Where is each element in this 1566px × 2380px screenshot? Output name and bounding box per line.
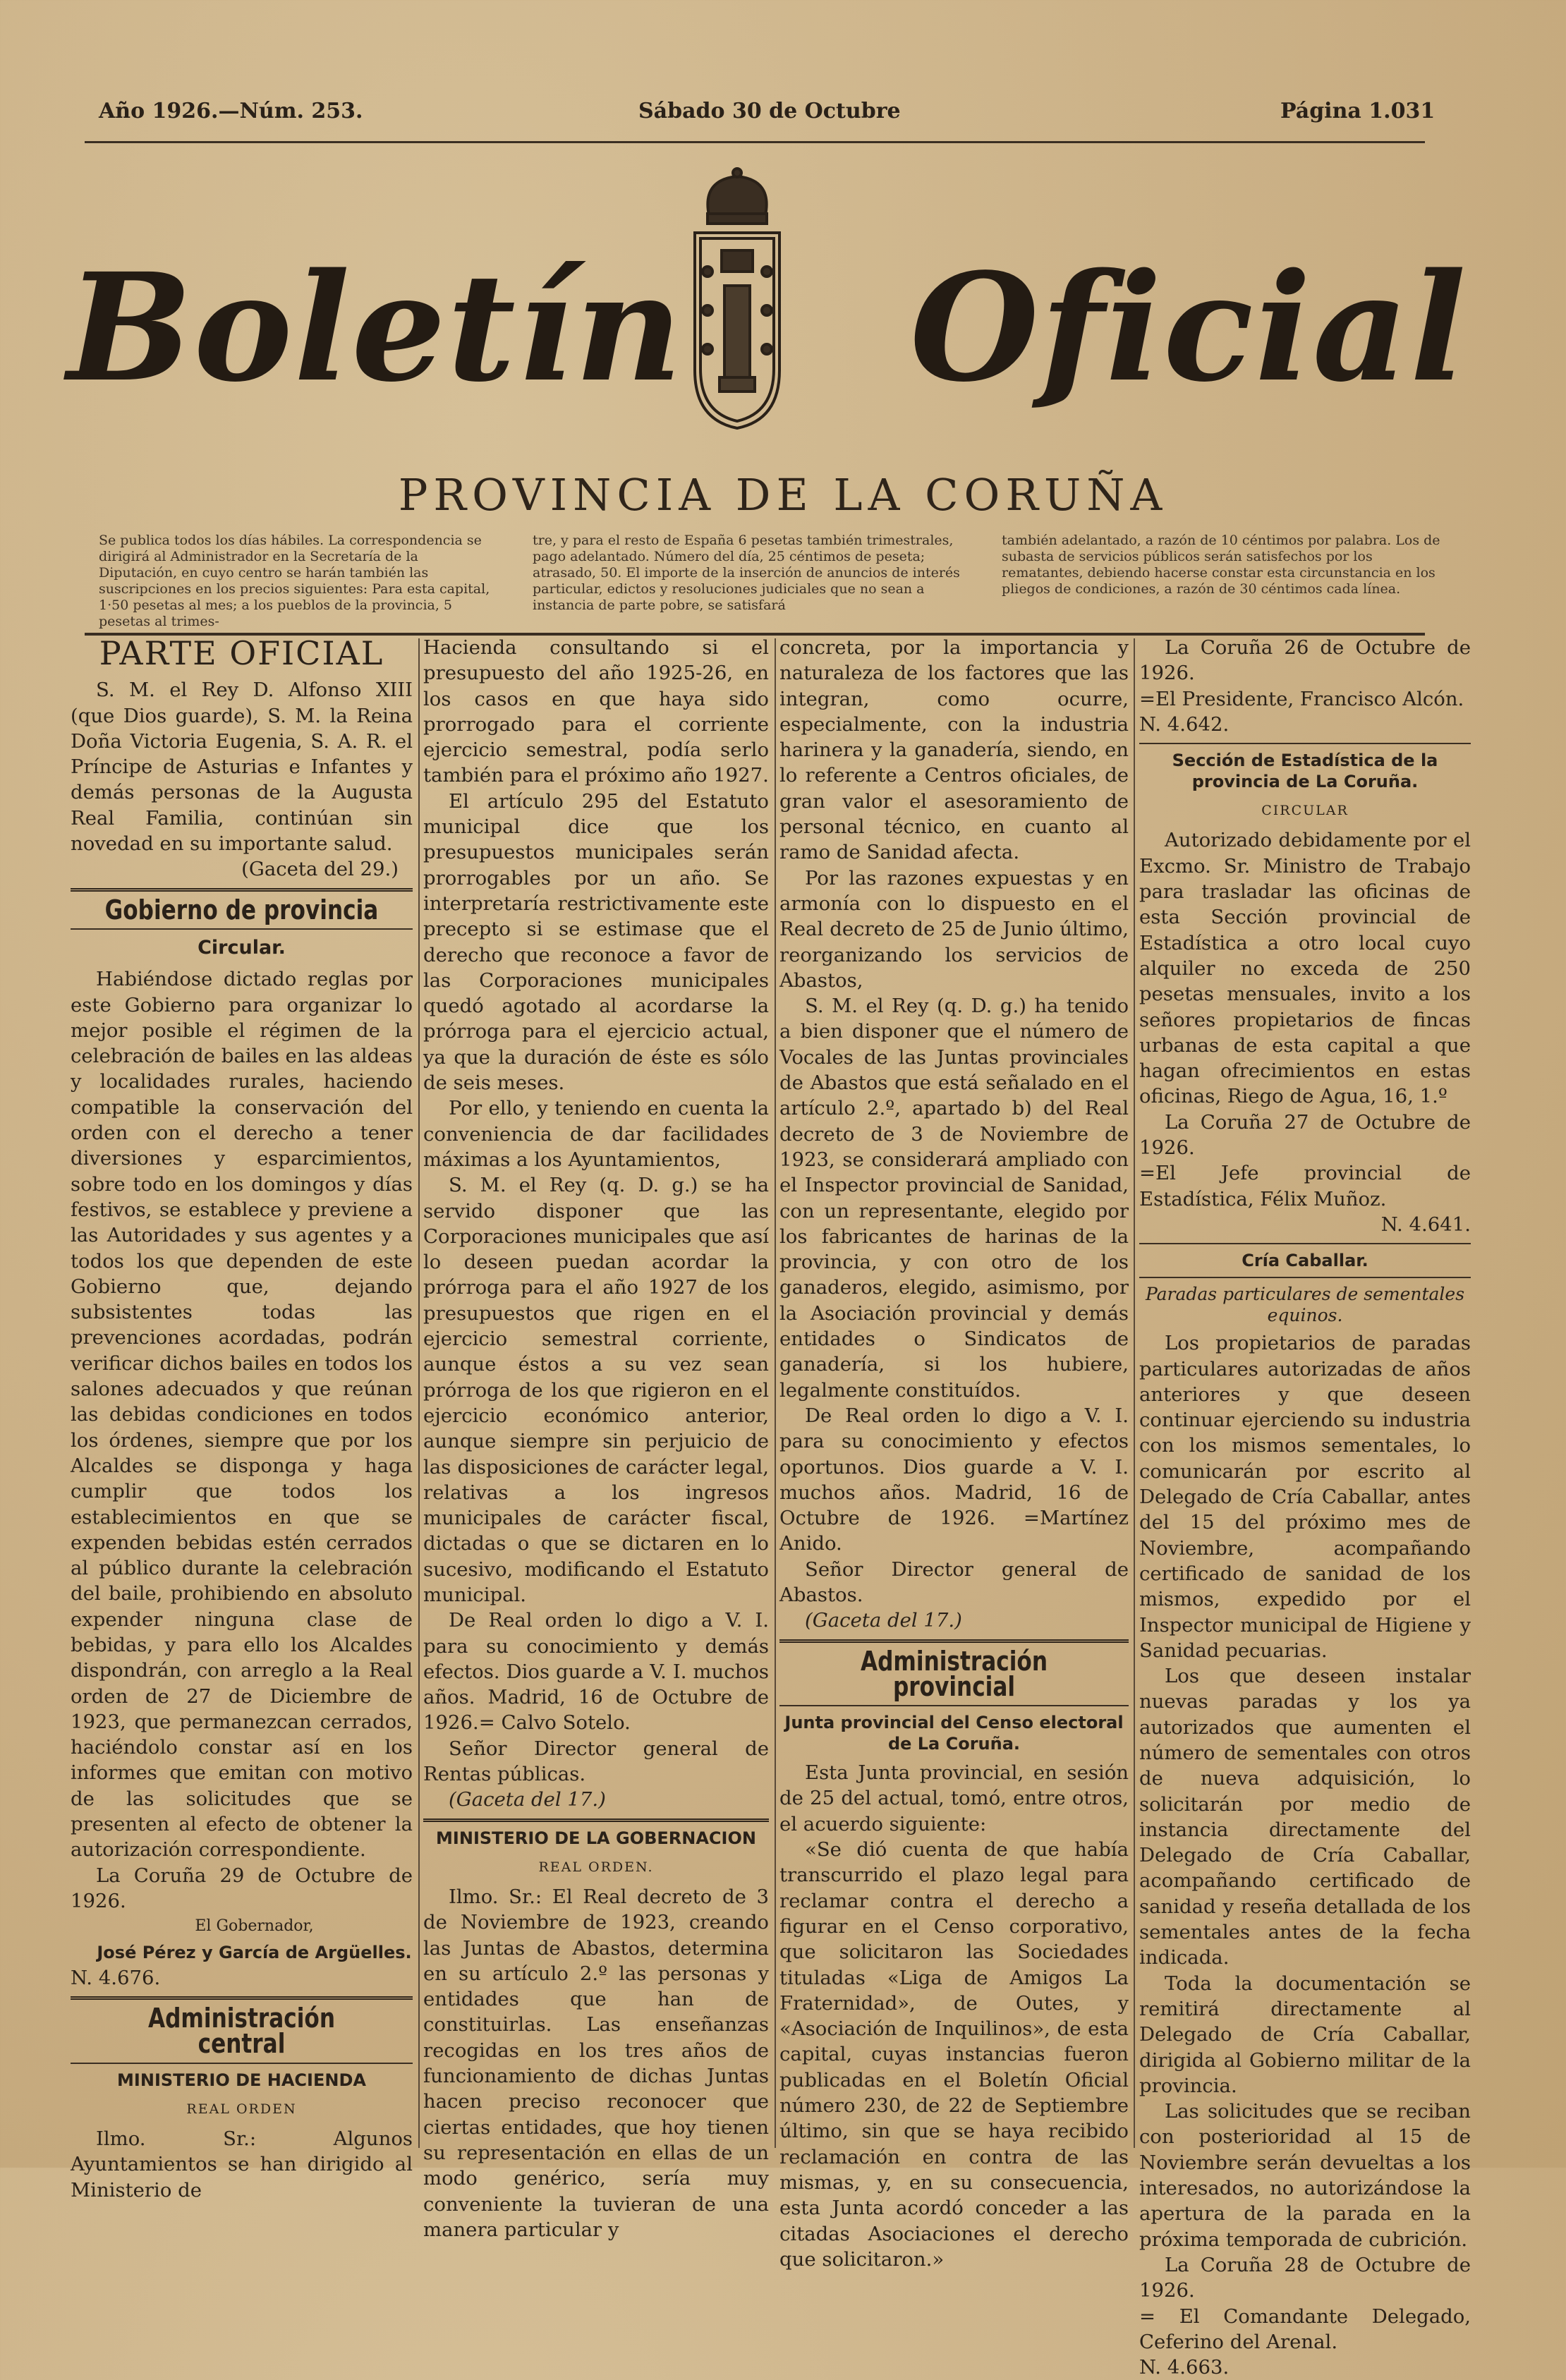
junta-signature: =El Presidente, Francisco Alcón.	[1139, 687, 1464, 710]
ministry-hacienda-heading: MINISTERIO DE HACIENDA	[117, 2070, 366, 2090]
cria-paragraph: Los que deseen instalar nuevas paradas y los ya autorizados que aumenten el número de sementales con otros de nueva adquisición, lo solicitarán por medio de instancia directamente del Delegado de Cría Caballar, acompañando certificado de sanidad y reseña detallada de los sementales antes de la fecha indicada.	[1139, 1665, 1471, 1969]
gobernacion-paragraph: Ilmo. Sr.: El Real decreto de 3 de Noviembre de 1923, creando las Juntas de Abastos, determina en su artículo 2.º las personas y entidades que han de constituirlas. Las enseñanzas recogidas en los tres años de funcionamiento de dichas Juntas hacen preciso reconocer que ciertas entidades, que hoy tienen su representación en ellas de un modo genérico, sería muy conveniente la tuvieran de una manera particular y	[423, 1885, 769, 2241]
ministry-gobernacion-heading: MINISTERIO DE LA GOBERNACION	[436, 1828, 756, 1848]
governor-name: José Pérez y García de Argüelles.	[97, 1942, 412, 1962]
issue-date: Sábado 30 de Octubre	[638, 99, 901, 123]
cria-paragraph: Toda la documentación se remitirá directamente al Delegado de Cría Caballar, dirigida al Gobierno militar de la provincia.	[1139, 1972, 1471, 2097]
separator	[1139, 1243, 1471, 1244]
cria-paragraph: Los propietarios de paradas particulares autorizadas de años anteriores y que deseen continuar ejerciendo su industria con los mismos sementales, lo comunicarán por escrito al Delegado de Cría Caballar, antes del 15 del próximo mes de Noviembre, acompañando certificado de sanidad de los mismos, expedido por el Inspector municipal de Higiene y Sanidad pecuarias.	[1139, 1332, 1471, 1662]
estadistica-number: N. 4.641.	[1380, 1213, 1471, 1236]
estadistica-date: La Coruña 27 de Octubre de 1926.	[1139, 1110, 1471, 1160]
column-rule	[775, 638, 776, 2148]
hacienda-addressee: Señor Director general de Rentas públicas.	[423, 1737, 769, 1786]
separator	[779, 1705, 1129, 1706]
separator	[71, 2063, 413, 2064]
cria-paragraph: Las solicitudes que se reciban con posterioridad al 15 de Noviembre serán devueltas a los interesados, no autorizándose la apertura de la parada en la próxima temporada de cubrición.	[1139, 2100, 1471, 2251]
estadistica-signature: =El Jefe provincial de Estadística, Félix Muñoz.	[1139, 1162, 1471, 1210]
gobernacion-paragraph: S. M. el Rey (q. D. g.) ha tenido a bien disponer que el número de Vocales de las Juntas provinciales de Abastos que está señalado en el artículo 2.º, apartado b) del Real decreto de 3 de Noviembre de 1923, se considerará ampliado con el Inspector provincial de Sanidad, con un representante, elegido por los fabricantes de harinas de la provincia, y con otro de los ganaderos, elegido, asimismo, por la Asociación provincial y demás entidades o Sindicatos de ganadería, si los hubiere, legalmente constituídos.	[779, 995, 1129, 1402]
masthead-title-left: Boletín	[67, 241, 684, 415]
gobernacion-paragraph: De Real orden lo digo a V. I. para su conocimiento y efectos oportunos. Dios guarde a V. I. muchos años. Madrid, 16 de Octubre de 1926. =Martínez Anido.	[779, 1404, 1129, 1555]
subscription-notice-1: Se publica todos los días hábiles. La correspondencia se dirigirá al Administrador en la Secretaría de la Diputación, en cuyo centro se harán también las suscripciones en los precios siguientes: Para esta capital, 1·50 pesetas al mes; a los pueblos de la provincia, 5 pesetas al trimes-	[99, 533, 490, 629]
hacienda-paragraph: Por ello, y teniendo en cuenta la conveniencia de dar facilidades máximas a los Ayuntamientos,	[423, 1097, 769, 1171]
circular-heading: CIRCULAR	[1261, 803, 1349, 819]
real-orden-heading: REAL ORDEN.	[538, 1859, 654, 1875]
gobernacion-addressee: Señor Director general de Abastos.	[779, 1558, 1129, 1606]
column-rule	[418, 638, 420, 2148]
junta-censo-heading: Junta provincial del Censo electoral de La Coruña.	[784, 1713, 1124, 1754]
circular-heading: Circular.	[198, 936, 286, 959]
circular-text: Habiéndose dictado reglas por este Gobierno para organizar lo mejor posible el régimen de la celebración de bailes en las aldeas y localidades rurales, haciendo compatible la conservación del orden con el derecho a tener diversiones y esparcimientos, sobre todo en los domingos y días festivos, se establece y previene a las Autoridades y sus agentes y a todos los que dependen de este Gobierno que, dejando subsistentes todas las prevenciones acordadas, podrán verificar dichos bailes en todos los salones adecuados y que reúnan las debidas condiciones en todos los órdenes, siempre que por los Alcaldes se disponga y haga cumplir que todos los establecimientos en que se expenden bebidas estén cerrados al público durante la celebración del baile, prohibiendo en absoluto expender ninguna clase de bebidas, y para ello los Alcaldes dispondrán, con arreglo a la Real orden de 27 de Diciembre de 1923, que permanezcan cerrados, haciéndolo constar así en los informes que emitan con motivo de las solicitudes que se presenten al efecto de obtener la autorización correspondiente.	[71, 968, 413, 1862]
hacienda-paragraph: S. M. el Rey (q. D. g.) se ha servido disponer que las Corporaciones municipales que así lo deseen puedan acordar la prórroga para el año 1927 de los presupuestos que rigen en el ejercicio semestral corriente, aunque éstos a su vez sean prórroga de los que rigieron en el ejercicio económico anterior, aunque siempre sin perjuicio de las disposiciones de carácter legal, relativas a los ingresos municipales de carácter fiscal, dictadas o que se dictaren en lo sucesivo, modificando el Estatuto municipal.	[423, 1174, 769, 1606]
junta-paragraph: Esta Junta provincial, en sesión de 25 del actual, tomó, entre otros, el acuerdo siguiente:	[779, 1761, 1129, 1835]
cria-caballar-heading: Cría Caballar.	[1242, 1251, 1368, 1271]
circular-date: La Coruña 29 de Octubre de 1926.	[71, 1864, 413, 1912]
gobernacion-paragraph: Por las razones expuestas y en armonía con lo dispuesto en el Real decreto de 25 de Junio último, reorganizando los servicios de Abastos,	[779, 866, 1129, 992]
column-3	[779, 635, 1129, 2272]
subscription-notice-2: tre, y para el resto de España 6 pesetas también trimestrales, pago adelantado. Número del día, 25 céntimos de peseta; atrasado, 50. El importe de la inserción de anuncios de interés particular, edictos y resoluciones judiciales que no sean a instancia de parte pobre, se satisfará	[533, 533, 960, 613]
real-orden-heading: REAL ORDEN	[186, 2101, 297, 2117]
subscription-notice-3: también adelantado, a razón de 10 céntimos por palabra. Los de subasta de servicios públicos serán satisfechos por los rematantes, debiendo hacerse constar esta circunstancia en los pliegos de condiciones, a razón de 30 céntimos cada línea.	[1002, 533, 1440, 597]
circular-number: N. 4.676.	[71, 1966, 161, 1989]
cria-number: N. 4.663.	[1139, 2356, 1230, 2379]
cria-caballar-subheading: Paradas particulares de sementales equinos.	[1145, 1284, 1465, 1326]
province-subtitle: PROVINCIA DE LA CORUÑA	[398, 469, 1168, 521]
column-2	[423, 635, 769, 2242]
cria-signature: = El Comandante Delegado, Ceferino del Arenal.	[1139, 2305, 1471, 2353]
column-1	[71, 635, 413, 2203]
cria-date: La Coruña 28 de Octubre de 1926.	[1139, 2253, 1471, 2302]
gobernacion-paragraph: concreta, por la importancia y naturaleza de los factores que las integran, como ocurre, especialmente, con la industria harinera y la ganadería, siendo, en lo referente a Centros oficiales, de gran valor el asesoramiento de personal técnico, en cuanto al ramo de Sanidad afecta.	[779, 636, 1129, 864]
separator	[1139, 743, 1471, 744]
junta-number: N. 4.642.	[1139, 712, 1230, 736]
royal-health-note: S. M. el Rey D. Alfonso XIII (que Dios guarde), S. M. la Reina Doña Victoria Eugenia, S. A. R. el Príncipe de Asturias e Infantes y demás personas de la Augusta Real Familia, continúan sin novedad en su importante salud.	[71, 679, 413, 856]
separator	[423, 1819, 769, 1822]
source-citation: (Gaceta del 29.)	[241, 858, 399, 881]
hacienda-paragraph: Hacienda consultando si el presupuesto del año 1925-26, en los casos en que haya sido prorrogado para el corriente ejercicio semestral, podía serlo también para el próximo año 1927.	[423, 636, 769, 787]
separator	[1139, 1277, 1471, 1278]
section-heading-parte-oficial: PARTE OFICIAL	[99, 634, 384, 672]
header-rule	[85, 141, 1425, 143]
issue-number: Año 1926.—Núm. 253.	[99, 99, 363, 123]
source-citation: (Gaceta del 17.)	[805, 1609, 962, 1632]
section-heading-admin-provincial: Administración provincial	[860, 1645, 1048, 1702]
hacienda-paragraph: El artículo 295 del Estatuto municipal dice que los presupuestos municipales serán prorrogables por un año. Se interpretaría restrictivamente este precepto si se estimase que el derecho que reconoce a favor de las Corporaciones municipales quedó agotado al acordarse la prórroga para el ejercicio actual, ya que la duración de éste es sólo de seis meses.	[423, 789, 769, 1095]
estadistica-text: Autorizado debidamente por el Excmo. Sr. Ministro de Trabajo para trasladar las oficinas de esta Sección provincial de Estadística a otro local cuyo alquiler no exceda de 250 pesetas mensuales, invito a los señores propietarios de fincas urbanas de esta capital a que hagan ofrecimientos en estas oficinas, Riego de Agua, 16, 1.º	[1139, 829, 1471, 1108]
governor-title: El Gobernador,	[195, 1917, 314, 1936]
junta-date: La Coruña 26 de Octubre de 1926.	[1139, 636, 1471, 685]
source-citation: (Gaceta del 17.)	[449, 1788, 606, 1811]
section-heading-admin-central: Administración central	[147, 2003, 336, 2060]
column-4	[1139, 635, 1471, 2380]
separator	[71, 928, 413, 930]
separator	[71, 888, 413, 892]
separator	[71, 1996, 413, 2000]
hacienda-paragraph: De Real orden lo digo a V. I. para su conocimiento y demás efectos. Dios guarde a V. I. muchos años. Madrid, 16 de Octubre de 1926.= Calvo Sotelo.	[423, 1609, 769, 1735]
coat-of-arms-icon	[681, 166, 794, 434]
masthead-title-right: Oficial	[910, 241, 1468, 415]
page-number: Página 1.031	[1280, 99, 1436, 123]
section-heading-gobierno: Gobierno de provincia	[104, 894, 379, 925]
separator	[779, 1639, 1129, 1643]
junta-paragraph: «Se dió cuenta de que había transcurrido el plazo legal para reclamar contra el derecho a figurar en el Censo corporativo, que solicitaron las Sociedades tituladas «Liga de Amigos La Fraternidad», de Outes, y «Asociación de Inquilinos», de esta capital, cuyas instancias fueron publicadas en el Boletín Oficial número 230, de 22 de Septiembre último, sin que se haya recibido reclamación en contra de las mismas, y, en su consecuencia, esta Junta acordó conceder a las citadas Asociaciones el derecho que solicitaron.»	[779, 1838, 1129, 2271]
estadistica-heading: Sección de Estadística de la provincia de La Coruña.	[1172, 751, 1438, 792]
column-rule	[1134, 638, 1135, 2148]
hacienda-text-start: Ilmo. Sr.: Algunos Ayuntamientos se han dirigido al Ministerio de	[71, 2127, 413, 2202]
